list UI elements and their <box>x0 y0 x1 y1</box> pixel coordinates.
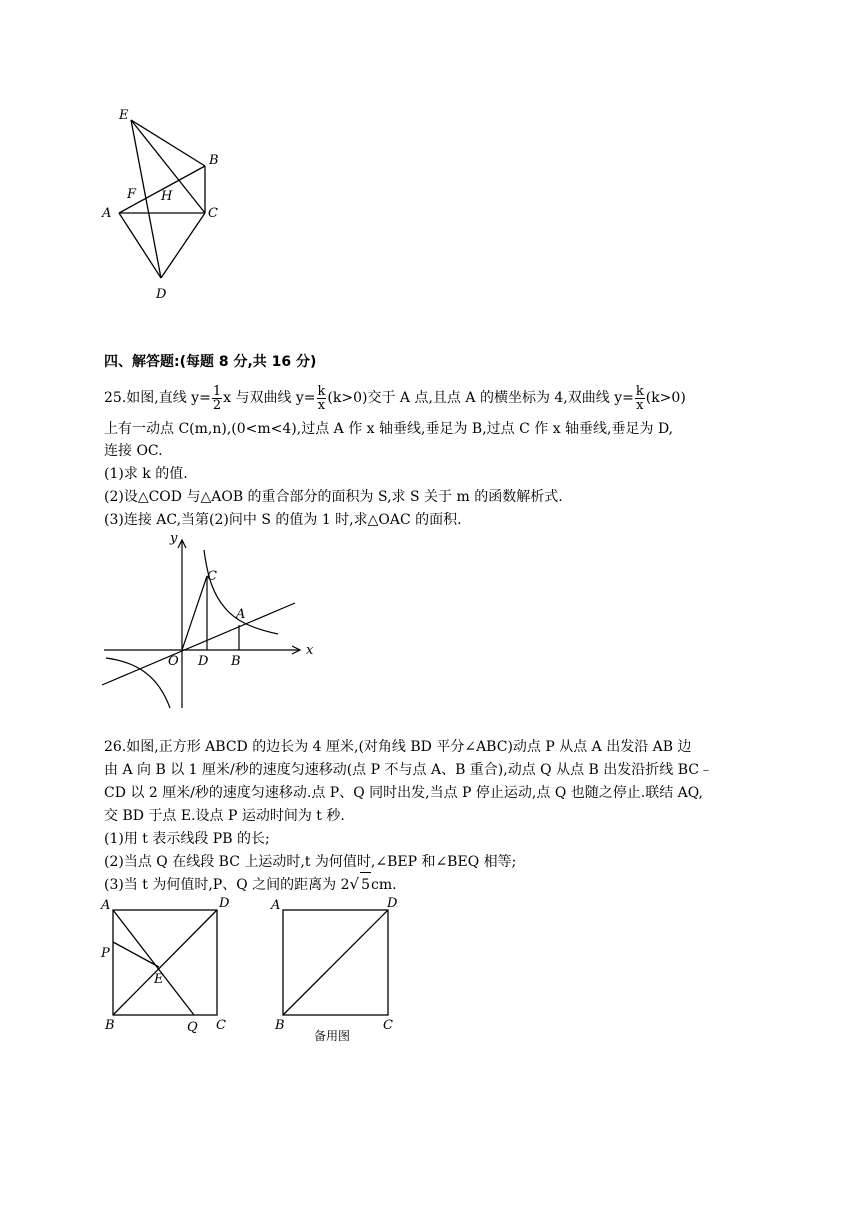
frac-den: x <box>636 397 644 413</box>
fig2-label-d: D <box>198 654 209 669</box>
fig4-label-a: A <box>271 898 281 913</box>
q26-line-4: 交 BD 于点 E.设点 P 运动时间为 t 秒. <box>104 808 345 824</box>
fig1-label-b: B <box>209 153 219 168</box>
q26-sub-3-text-b: cm. <box>371 877 397 893</box>
fig2-label-x: x <box>306 643 314 658</box>
figure-2-coordinate-plot <box>100 530 330 710</box>
fig3-label-e: E <box>154 972 164 987</box>
fig1-label-e: E <box>119 108 129 123</box>
fig4-label-c: C <box>383 1018 393 1033</box>
fig4-label-b: B <box>275 1018 285 1033</box>
q25-line-2: 上有一动点 C(m,n),(0<m<4),过点 A 作 x 轴垂线,垂足为 B,过点 C 作 x 轴垂线,垂足为 D, <box>104 421 674 437</box>
fig4-label-d: D <box>387 896 398 911</box>
fraction-k-over-x-2 <box>635 385 645 412</box>
q25-text-a: 25.如图,直线 y= <box>104 390 211 406</box>
fig2-label-o: O <box>168 654 179 669</box>
q25-sub-2: (2)设△COD 与△AOB 的重合部分的面积为 S,求 S 关于 m 的函数解析式. <box>104 489 563 505</box>
fig3-label-d: D <box>219 896 230 911</box>
fig1-label-h: H <box>161 189 173 204</box>
q25-sub-3: (3)连接 AC,当第(2)问中 S 的值为 1 时,求△OAC 的面积. <box>104 512 462 528</box>
fig3-label-a: A <box>101 898 111 913</box>
fig2-label-b: B <box>231 654 241 669</box>
figure-1-triangles <box>95 100 235 305</box>
q25-text-d: (k>0) <box>645 390 686 406</box>
fraction-half <box>212 385 222 412</box>
q26-sub-1: (1)用 t 表示线段 PB 的长; <box>104 831 270 847</box>
fig3-label-b: B <box>105 1018 115 1033</box>
fig1-label-a: A <box>102 206 112 221</box>
fig2-label-c: C <box>207 569 217 584</box>
fig3-label-p: P <box>101 946 110 961</box>
q26-line-3: CD 以 2 厘米/秒的速度匀速移动.点 P、Q 同时出发,当点 P 停止运动,点 Q 也随之停止.联结 AQ, <box>104 785 703 801</box>
fraction-k-over-x <box>317 385 327 412</box>
q26-sub-3 <box>104 872 397 896</box>
q26-line-1: 26.如图,正方形 ABCD 的边长为 4 厘米,(对角线 BD 平分∠ABC)动点 P 从点 A 出发沿 AB 边 <box>104 739 692 755</box>
figure-3-square-pqe <box>95 895 245 1045</box>
q25-line-3: 连接 OC. <box>104 443 163 459</box>
fig4-caption: 备用图 <box>314 1029 351 1043</box>
frac-num: k <box>635 383 644 399</box>
section-heading: 四、解答题:(每题 8 分,共 16 分) <box>104 354 317 370</box>
q25-line-1 <box>104 382 686 414</box>
fig2-label-a: A <box>236 607 246 622</box>
q26-sub-2: (2)当点 Q 在线段 BC 上运动时,t 为何值时,∠BEP 和∠BEQ 相等; <box>104 854 517 870</box>
fig1-label-f: F <box>127 187 137 202</box>
q25-sub-1: (1)求 k 的值. <box>104 466 188 482</box>
q25-text-c: (k>0)交于 A 点,且点 A 的横坐标为 4,双曲线 y= <box>327 390 634 406</box>
sqrt-radical-icon: √ <box>349 875 360 893</box>
fig3-label-q: Q <box>187 1020 198 1035</box>
frac-num: 1 <box>212 383 222 399</box>
fig2-label-y: y <box>170 531 178 546</box>
q26-line-2: 由 A 向 B 以 1 厘米/秒的速度匀速移动(点 P 不与点 A、B 重合),动点 Q 从点 B 出发沿折线 BC﹣ <box>104 762 713 778</box>
frac-num: k <box>317 383 326 399</box>
frac-den: 2 <box>212 397 222 413</box>
sqrt-value: 5 <box>360 872 371 897</box>
fig1-label-d: D <box>156 287 167 302</box>
q26-sub-3-text-a: (3)当 t 为何值时,P、Q 之间的距离为 2 <box>104 877 350 893</box>
q25-text-b: x 与双曲线 y= <box>223 390 316 406</box>
frac-den: x <box>317 397 326 413</box>
fig3-label-c: C <box>216 1018 226 1033</box>
figure-4-spare-square <box>265 895 405 1050</box>
fig1-label-c: C <box>208 206 218 221</box>
